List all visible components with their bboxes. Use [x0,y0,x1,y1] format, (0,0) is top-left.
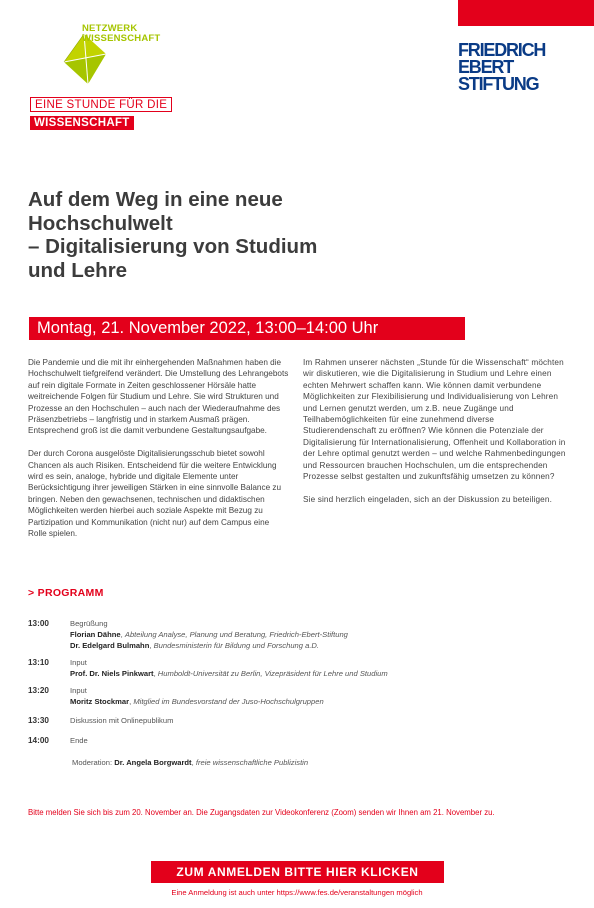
speaker-role: Bundesministerin für Bildung und Forschung a.D. [153,641,320,651]
title-line4: und Lehre [28,258,128,282]
network-logo-line2: WISSENSCHAFT [82,33,161,44]
intro-paragraph: Der durch Corona ausgelöste Digitalisierungsschub bietet sowohl Chancen als auch Risiken. Entscheidend für die weitere Entwicklung wird es sein, analoge, hybride und digitale Elemente unter Berücksichtigung ihrer jeweiligen Stärken in eine sinnvolle Balance zu bringen. Neben den gewachsenen, technischen und didaktischen Möglichkeiten werden hierbei auch soziale Aspekte mit Bezug zu Partizipation und Kommunikation (nicht nur) auf dem Campus eine Rolle spielen. [28,449,282,539]
program-label: Input [70,686,87,695]
program-time: 14:00 [28,736,49,745]
moderation-line: Moderation: Dr. Angela Borgwardt, freie wissenschaftliche Publizistin [72,758,309,767]
page-title [28,188,448,282]
speaker-role: Mitglied im Bundesvorstand der Juso-Hochschulgruppen [133,697,324,707]
registration-notice: Bitte melden Sie sich bis zum 20. November an. Die Zugangsdaten zur Videokonferenz (Zoom) senden wir Ihnen am 21. November zu. [28,808,495,817]
speaker-role: Humboldt-Universität zu Berlin, Vizepräsident für Lehre und Studium [157,669,388,679]
speaker-name: Dr. Edelgard Bulmahn [70,641,150,651]
speaker-name: Prof. Dr. Niels Pinkwart [70,669,154,679]
register-link-text[interactable]: Eine Anmeldung ist auch unter https://www.fes.de/veranstaltungen möglich [171,888,423,897]
program-time: 13:10 [28,658,49,667]
fes-logo-line1: FRIEDRICH [458,40,546,60]
program-time: 13:30 [28,716,49,725]
moderator-role: freie wissenschaftliche Publizistin [195,758,309,767]
register-button[interactable]: ZUM ANMELDEN BITTE HIER KLICKEN [151,861,444,883]
series-label [30,95,172,131]
program-time: 13:20 [28,686,49,695]
moderator-name: Dr. Angela Borgwardt [114,758,192,767]
intro-paragraph: Im Rahmen unserer nächsten „Stunde für die Wissenschaft“ möchten wir diskutieren, wie die Digitalisierung in Studium und Lehre einen echten Mehrwert schaffen kann. Wie können damit verbundene Möglichkeiten zur Flexibilisierung und Individualisierung von Lehren und Lernen genutzt werden, um z.B. neue Zugänge und Teilhabemöglichkeiten für eine zunehmend diverse Studierendenschaft zu eröffnen? Wie können die Potenziale der Digitalisierung für Internationalisierung, Offenheit und Kollaboration in der Lehre optimal genutzt werden – und welche Rahmenbedingungen und Ressourcen brauchen Hochschulen, um die entsprechenden Prozesse selbst gestalten und zukunftsfähig umsetzen zu können? [303,358,566,482]
fes-logo-line3: STIFTUNG [458,74,539,94]
intro-left-column [28,357,290,551]
speaker-role: Abteilung Analyse, Planung und Beratung, Friedrich-Ebert-Stiftung [124,630,348,640]
intro-paragraph: Sie sind herzlich eingeladen, sich an der Diskussion zu beteiligen. [303,494,552,504]
speaker-name: Moritz Stockmar [70,697,130,707]
program-label: Ende [70,736,88,745]
title-line3: – Digitalisierung von Studium [28,235,318,258]
intro-paragraph: Die Pandemie und die mit ihr einhergehenden Maßnahmen haben die Hochschulwelt tiefgreifend verändert. Die Umstellung des Lehrangebots auf rein digitale Formate in Zeiten geschlossener Hörsäle hatte weitreichende Folgen für Studium und Lehre. Sie wird Strukturen und Prozesse an den Hochschulen – auch nach der Wiederaufnahme des Präsenzbetriebs – langfristig und in starkem Ausmaß prägen. Entsprechend groß ist die damit verbundene Gestaltungsaufgabe. [28,358,289,436]
program-label: Begrüßung [70,619,108,628]
program-heading: > PROGRAMM [28,587,104,599]
title-line1: Auf dem Weg in eine neue [28,188,283,211]
network-logo-text [82,24,160,44]
event-date: Montag, 21. November 2022, 13:00–14:00 Uhr [29,317,465,340]
intro-right-column [303,357,566,517]
network-logo-line1: NETZWERK [82,23,138,34]
series-label-line1: EINE STUNDE FÜR DIE [30,97,172,112]
top-red-bar [458,0,594,26]
speaker-name: Florian Dähne [70,630,121,640]
fes-logo-line2: EBERT [458,57,514,77]
moderation-label: Moderation: [72,758,113,767]
program-label: Input [70,658,87,667]
program-label: Diskussion mit Onlinepublikum [70,716,174,725]
fes-logo [458,42,550,96]
title-line2: Hochschulwelt [28,211,173,235]
series-label-line2: WISSENSCHAFT [30,116,134,130]
program-time: 13:00 [28,619,49,628]
